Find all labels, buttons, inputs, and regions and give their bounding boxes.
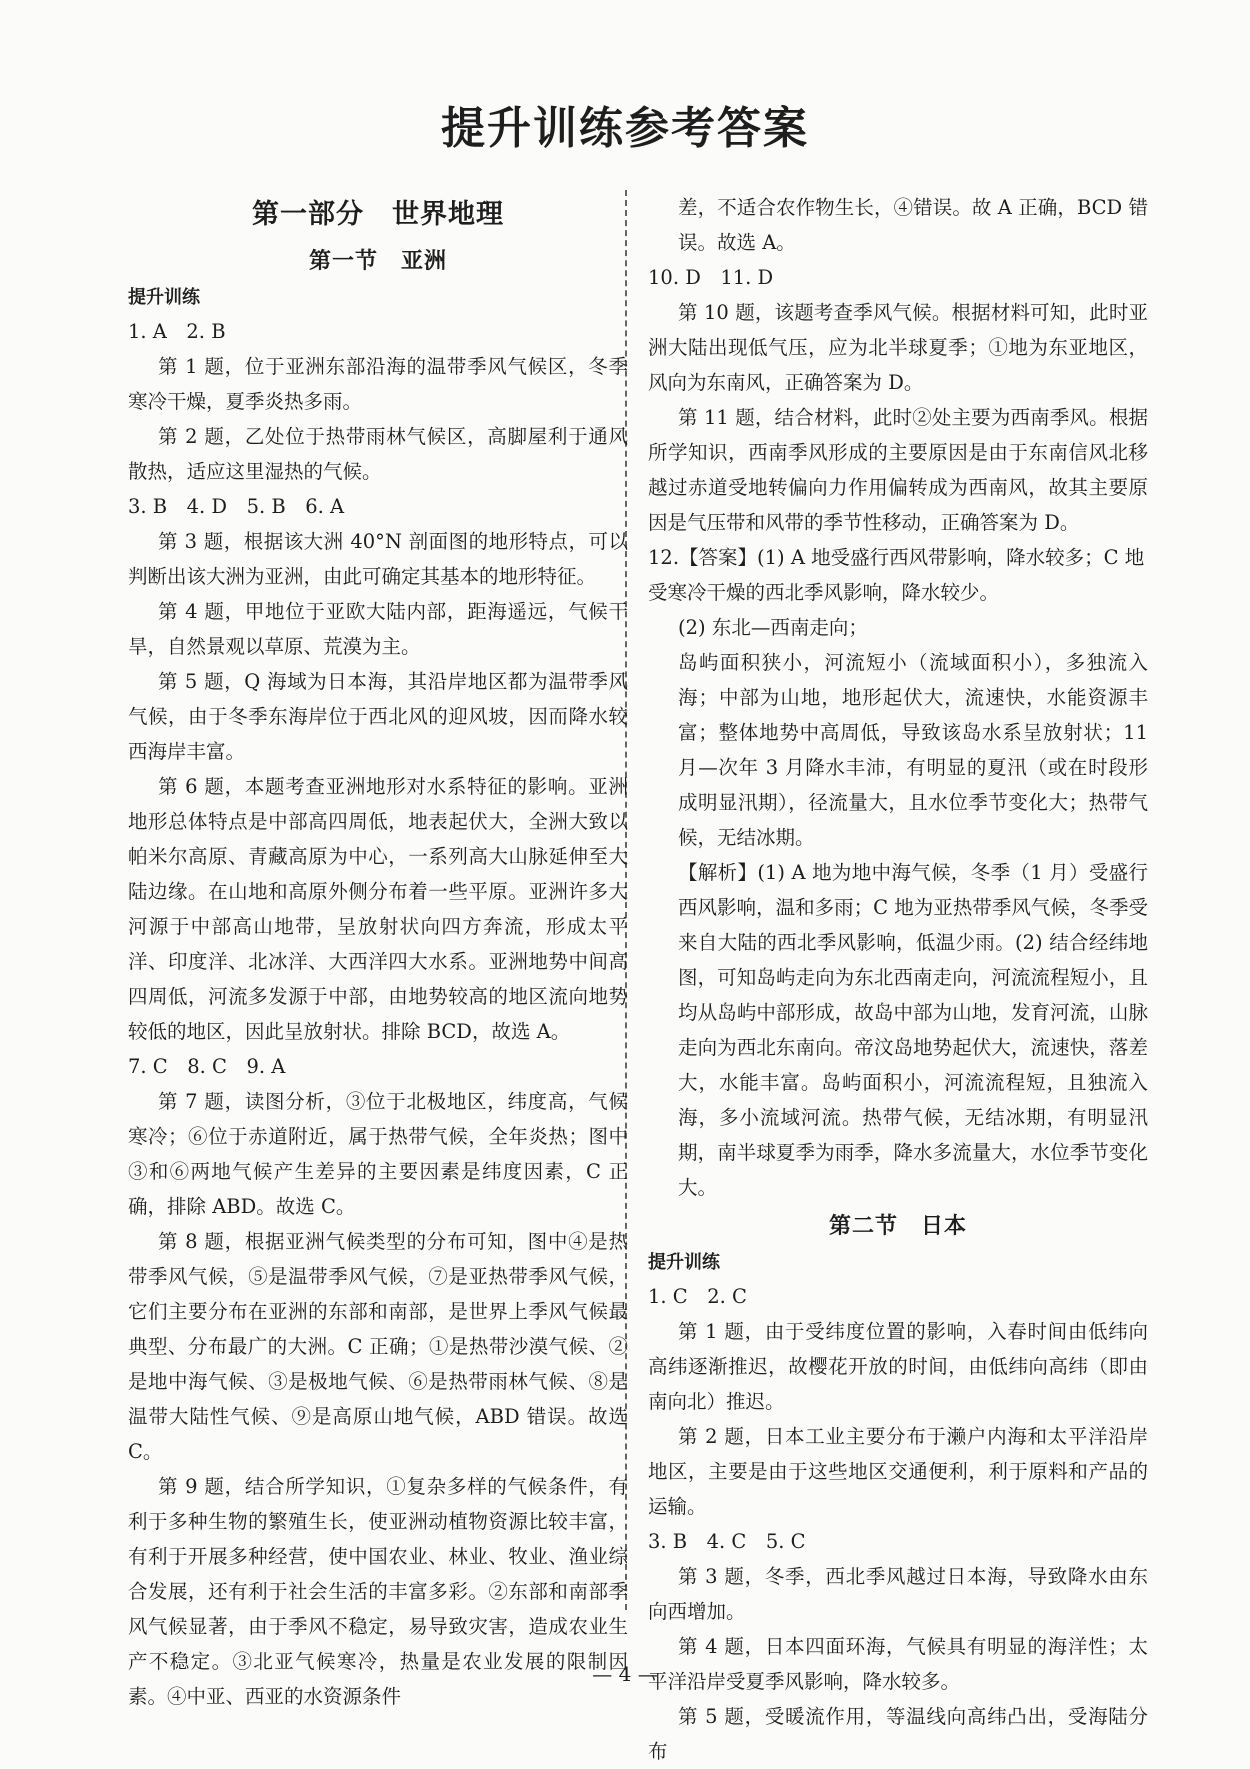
right-column <box>648 190 1148 1769</box>
explanation: 第 1 题，位于亚洲东部沿海的温带季风气候区，冬季寒冷干燥，夏季炎热多雨。 <box>128 355 628 413</box>
answer-line: 12.【答案】(1) A 地受盛行西风带影响，降水较多；C 地受寒冷干燥的西北季风影响，降水较少。 <box>648 546 1145 604</box>
answer-line: 1. C 2. C <box>648 1285 747 1308</box>
subhead-training: 提升训练 <box>648 1252 720 1273</box>
explanation: 第 3 题，根据该大洲 40°N 剖面图的地形特点，可以判断出该大洲为亚洲，由此可确定其基本的地形特征。 <box>128 530 628 588</box>
explanation: 第 2 题，乙处位于热带雨林气候区，高脚屋利于通风散热，适应这里湿热的气候。 <box>128 425 628 483</box>
explanation: 岛屿面积狭小，河流短小（流域面积小），多独流入海；中部为山地，地形起伏大，流速快，水能资源丰富；整体地势中高周低，导致该岛水系呈放射状；11 月—次年 3 月降水丰沛，有明显的夏汛（或在时段形成明显汛期），径流量大，且水位季节变化大；热带气候，无结冰期。 <box>678 651 1148 849</box>
page-number: — 4 — <box>592 1662 658 1686</box>
left-column <box>128 188 628 1714</box>
explanation: 第 6 题，本题考查亚洲地形对水系特征的影响。亚洲地形总体特点是中部高四周低，地表起伏大，全洲大致以帕米尔高原、青藏高原为中心，一系列高大山脉延伸至大陆边缘。在山地和高原外侧分布着一些平原。亚洲许多大河源于中部高山地带，呈放射状向四方奔流，形成太平洋、印度洋、北冰洋、大西洋四大水系。亚洲地势中间高四周低，河流多发源于中部，由地势较高的地区流向地势较低的地区，因此呈放射状。排除 BCD，故选 A。 <box>128 775 628 1043</box>
answer-line: 7. C 8. C 9. A <box>128 1055 286 1078</box>
explanation: 第 9 题，结合所学知识，①复杂多样的气候条件，有利于多种生物的繁殖生长，使亚洲动植物资源比较丰富，有利于开展多种经营，使中国农业、林业、牧业、渔业综合发展，还有利于社会生活的丰富多彩。②东部和南部季风气候显著，由于季风不稳定，易导致灾害，造成农业生产不稳定。③北亚气候寒冷，热量是农业发展的限制因素。④中亚、西亚的水资源条件 <box>128 1475 628 1708</box>
explanation: 第 1 题，由于受纬度位置的影响，入春时间由低纬向高纬逐渐推迟，故樱花开放的时间，由低纬向高纬（即由南向北）推迟。 <box>648 1320 1148 1413</box>
answer-line: 3. B 4. D 5. B 6. A <box>128 495 345 518</box>
explanation: 第 4 题，日本四面环海，气候具有明显的海洋性；太平洋沿岸受夏季风影响，降水较多。 <box>648 1635 1148 1693</box>
answer-line: 1. A 2. B <box>128 320 226 343</box>
explanation: 第 10 题，该题考查季风气候。根据材料可知，此时亚洲大陆出现低气压，应为北半球夏季；①地为东亚地区，风向为东南风，正确答案为 D。 <box>648 301 1148 394</box>
explanation: 第 4 题，甲地位于亚欧大陆内部，距海遥远，气候干旱，自然景观以草原、荒漠为主。 <box>128 600 628 658</box>
explanation: (2) 东北—西南走向； <box>678 616 868 639</box>
part-title: 第一部分 世界地理 <box>252 199 504 230</box>
explanation: 第 3 题，冬季，西北季风越过日本海，导致降水由东向西增加。 <box>648 1565 1148 1623</box>
explanation: 第 2 题，日本工业主要分布于濑户内海和太平洋沿岸地区，主要是由于这些地区交通便利，利于原料和产品的运输。 <box>648 1425 1148 1518</box>
explanation: 第 11 题，结合材料，此时②处主要为西南季风。根据所学知识，西南季风形成的主要原因是由于东南信风北移越过赤道受地转偏向力作用偏转成为西南风，故其主要原因是气压带和风带的季节性移动，正确答案为 D。 <box>648 406 1148 534</box>
answer-line: 3. B 4. C 5. C <box>648 1530 806 1553</box>
explanation: 第 8 题，根据亚洲气候类型的分布可知，图中④是热带季风气候，⑤是温带季风气候，⑦是亚热带季风气候，它们主要分布在亚洲的东部和南部，是世界上季风气候最典型、分布最广的大洲。C 正确；①是热带沙漠气候、②是地中海气候、③是极地气候、⑥是热带雨林气候、⑧是温带大陆性气候、⑨是高原山地气候，ABD 错误。故选 C。 <box>128 1230 628 1463</box>
explanation: 第 5 题，Q 海域为日本海，其沿岸地区都为温带季风气候，由于冬季东海岸位于西北风的迎风坡，因而降水较西海岸丰富。 <box>128 670 628 763</box>
explanation: 第 7 题，读图分析，③位于北极地区，纬度高，气候寒冷；⑥位于赤道附近，属于热带气候，全年炎热；图中③和⑥两地气候产生差异的主要因素是纬度因素，C 正确，排除 ABD。故选 C。 <box>128 1090 628 1218</box>
explanation: 第 5 题，受暖流作用，等温线向高纬凸出，受海陆分布 <box>648 1705 1148 1763</box>
section-title-japan: 第二节 日本 <box>828 1213 967 1239</box>
analysis: 【解析】(1) A 地为地中海气候，冬季（1 月）受盛行西风影响，温和多雨；C 地为亚热带季风气候，冬季受来自大陆的西北季风影响，低温少雨。(2) 结合经纬地图，可知岛屿走向为东北西南走向，河流流程短小，且均从岛屿中部形成，故岛中部为山地，发育河流，山脉走向为西北东南向。帝汶岛地势起伏大，流速快，落差大，水能丰富。岛屿面积小，河流流程短，且独流入海，多小流域河流。热带气候，无结冰期，有明显汛期，南半球夏季为雨季，降水多流量大，水位季节变化大。 <box>678 861 1148 1199</box>
section-title-asia: 第一节 亚洲 <box>308 248 447 274</box>
explanation-continued: 差，不适合农作物生长，④错误。故 A 正确，BCD 错误。故选 A。 <box>678 196 1148 254</box>
page-title: 提升训练参考答案 <box>441 103 809 154</box>
subhead-training: 提升训练 <box>128 287 200 308</box>
answer-line: 10. D 11. D <box>648 266 774 289</box>
